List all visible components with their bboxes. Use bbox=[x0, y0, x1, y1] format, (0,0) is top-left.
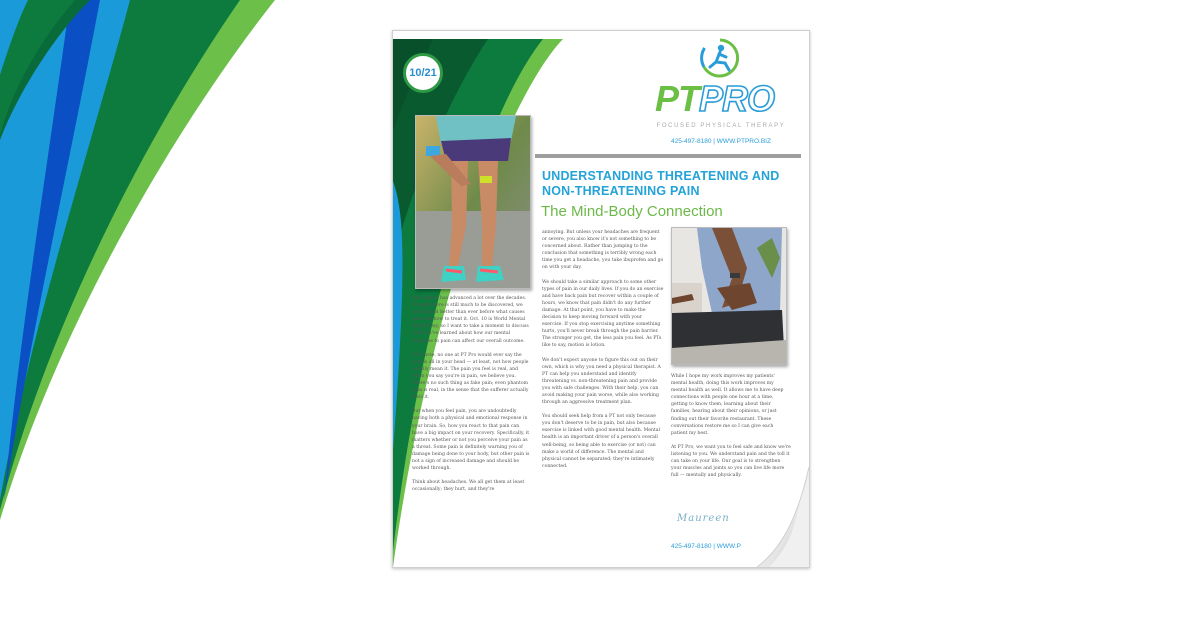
newsletter-page bbox=[392, 30, 810, 568]
logo-wordmark: PTPRO bbox=[655, 78, 775, 119]
logo-tagline: FOCUSED PHYSICAL THERAPY bbox=[656, 123, 786, 129]
header-contact: 425-497-8180 | WWW.PTPRO.BIZ bbox=[671, 138, 771, 145]
paragraph: At PT Pro, we want you to feel safe and know we're listening to you. We understand pain and the toll it can take on your life. Our goal is to strengthen your muscles and joints so you can live life more full — mentally and physically. bbox=[671, 444, 791, 479]
background-swoosh-graphic bbox=[0, 0, 300, 520]
paragraph: We don't expect anyone to figure this out on their own, which is why you need a physical therapist. A PT can help you understand and identify threatening vs. non-threatening pain and provide you with safe challenges. With their help, you can avoid making your pain worse, while also working through an aggressive treatment plan. bbox=[542, 357, 661, 406]
paragraph: But when you feel pain, you are undoubtedly having both a physical and emotional response in your brain. So, how you react to that pain can have a big impact on your recovery. Specifically, it matters whether or not you perceive your pain as a threat. Some pain is definitely warning you of damage being done to your body, but other pain is not a sign of increased damage and should be worked through. bbox=[412, 409, 530, 472]
footer-contact: 425-497-8180 | WWW.P bbox=[671, 543, 741, 550]
paragraph: Pain theory has advanced a lot over the decades. Though there is still much to be discovered, we understand better than ever before what causes pain and how to treat it. Oct. 10 is World Mental Health Day, so I want to take a moment to discuss what we've learned about how our mental response to pain can affect our overall outcome. bbox=[412, 296, 529, 344]
header-divider bbox=[535, 154, 801, 158]
page-curl-graphic bbox=[729, 467, 809, 567]
article-subheadline: The Mind-Body Connection bbox=[541, 203, 723, 220]
runner-logo-icon bbox=[699, 37, 741, 79]
paragraph: annoying. But unless your headaches are frequent or severe, you also know it's not something to be concerned about. Rather than jumping to the conclusion that something is terribly wrong each time you get a headache, you take ibuprofen and go on with your day. bbox=[542, 230, 664, 271]
paragraph: Think about headaches. We all get them at least occasionally; they hurt, and they're bbox=[412, 480, 525, 493]
ptpro-logo bbox=[651, 37, 791, 147]
article-headline: UNDERSTANDING THREATENING AND NON-THREATENING PAIN bbox=[542, 169, 780, 198]
issue-date-badge: 10/21 bbox=[403, 53, 443, 93]
paragraph: Of course, no one at PT Pro would ever say the pain is all in your head — at least, not how people usually mean it. The pain you feel is real, and when you say you're in pain, we believe you. There's no such thing as fake pain; even phantom pain is real, in the sense that the sufferer actually feels it. bbox=[412, 352, 529, 401]
paragraph: We should take a similar approach to some other types of pain in our daily lives. If you do an exercise and have back pain but recover within a couple of hours, we know that pain didn't do any further damage. At that point, you have to make the decision to keep moving forward with your exercise. If you stop exercising anytime something hurts, you'll never break through the pain barrier. The stronger you get, the less pain you feel. As PTs like to say, motion is lotion. bbox=[542, 279, 664, 349]
photo-back-pain bbox=[671, 227, 787, 365]
article-column-1 bbox=[412, 295, 530, 500]
photo-knee-pain bbox=[415, 115, 531, 289]
paragraph: You should seek help from a PT not only because you don't deserve to be in pain, but also because exercise is linked with good mental health. Mental health is an important driver of a person's overall well-being, so being able to exercise (or not) can make a world of difference. The mental and physical cannot be separated; they're intimately connected. bbox=[542, 414, 661, 469]
author-signature: Maureen bbox=[677, 513, 730, 524]
article-column-2 bbox=[542, 229, 664, 477]
paragraph: While I hope my work improves my patients' mental health, doing this work improves my mental health as well. It allows me to have deep connections with people one hour at a time, getting to know them, learning about their families, hearing about their opinions, or just finding out their favorite restaurant. These conversations restore me so I can give each patient my best. bbox=[671, 374, 784, 436]
